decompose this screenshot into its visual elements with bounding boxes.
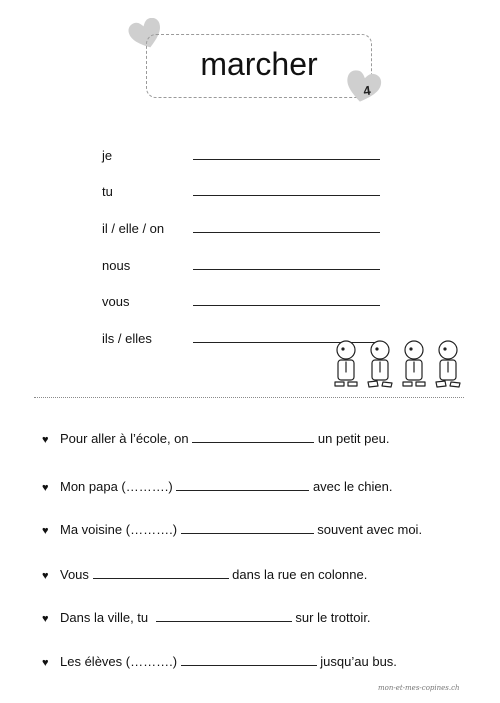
- child-figure-4: [436, 341, 460, 387]
- footer-credit: mon-et-mes-copines.ch: [378, 684, 460, 692]
- walking-children-illustration: [328, 338, 468, 394]
- pronoun-je: je: [102, 148, 113, 163]
- sentence-5-before: Dans la ville, tu: [60, 610, 149, 625]
- child-figure-1: [335, 341, 357, 386]
- heart-bullet-icon: ♥: [42, 570, 49, 582]
- heart-bullet-icon: ♥: [42, 482, 49, 494]
- answer-line-vous[interactable]: [193, 305, 380, 306]
- pronoun-nous: nous: [102, 258, 131, 273]
- sentence-3-after: souvent avec moi.: [317, 522, 423, 537]
- sentence-6-blank[interactable]: [181, 654, 317, 666]
- sentence-3-blank[interactable]: [181, 522, 314, 534]
- sentence-2-before: Mon papa (……….): [60, 479, 173, 494]
- sentence-3-before: Ma voisine (……….): [60, 522, 178, 537]
- sentence-6-before: Les élèves (……….): [60, 654, 178, 669]
- pronoun-vous: vous: [102, 294, 130, 309]
- card-number: 4: [362, 82, 372, 99]
- heart-bullet-icon: ♥: [42, 525, 49, 537]
- sentence-6: [42, 654, 397, 669]
- sentence-5: [42, 610, 371, 625]
- sentence-1-after: un petit peu.: [317, 431, 390, 446]
- sentence-5-blank[interactable]: [156, 610, 292, 622]
- child-figure-3: [403, 341, 425, 386]
- sentence-1: [42, 431, 389, 446]
- sentence-3: [42, 522, 422, 537]
- sentence-2: [42, 479, 392, 494]
- sentence-4-blank[interactable]: [93, 567, 229, 579]
- sentence-4-before: Vous: [60, 567, 89, 582]
- heart-bullet-icon: ♥: [42, 657, 49, 669]
- sentence-4: [42, 567, 367, 582]
- pronoun-tu: tu: [102, 184, 113, 199]
- sentence-2-after: avec le chien.: [312, 479, 393, 494]
- sentence-1-blank[interactable]: [192, 431, 314, 443]
- page-title: marcher: [200, 46, 318, 82]
- answer-line-tu[interactable]: [193, 195, 380, 196]
- answer-line-il-elle-on[interactable]: [193, 232, 380, 233]
- answer-line-je[interactable]: [193, 159, 380, 160]
- sentence-4-after: dans la rue en colonne.: [232, 567, 368, 582]
- child-figure-2: [368, 341, 392, 387]
- sentence-2-blank[interactable]: [176, 479, 309, 491]
- sentence-1-before: Pour aller à l’école, on: [60, 431, 189, 446]
- heart-bullet-icon: ♥: [42, 613, 49, 625]
- heart-bullet-icon: ♥: [42, 434, 49, 446]
- sentence-6-after: jusqu’au bus.: [320, 654, 397, 669]
- answer-line-nous[interactable]: [193, 269, 380, 270]
- pronoun-ils-elles: ils / elles: [102, 331, 152, 346]
- pronoun-il-elle-on: il / elle / on: [102, 221, 165, 236]
- dotted-divider: [34, 397, 464, 398]
- sentence-5-after: sur le trottoir.: [295, 610, 371, 625]
